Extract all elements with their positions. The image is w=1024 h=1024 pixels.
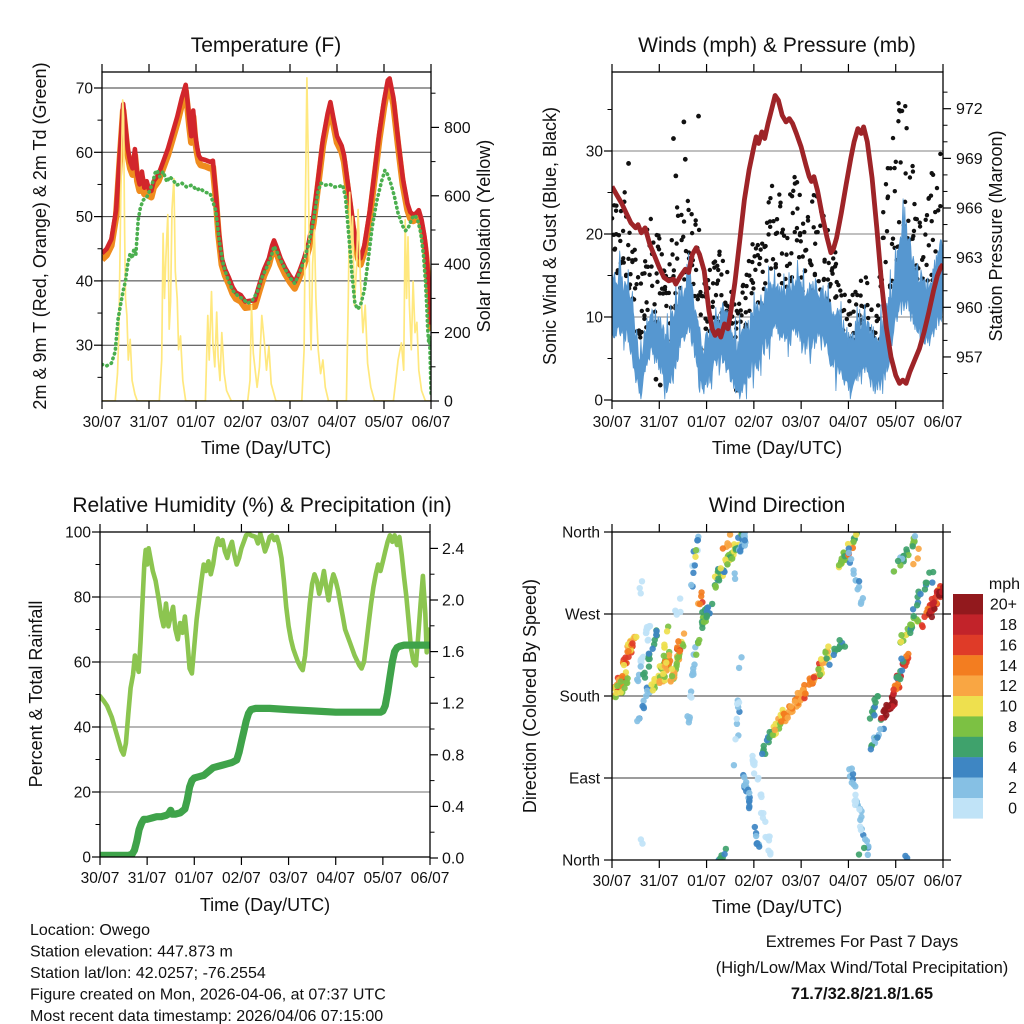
- winds-pressure-chart: [540, 34, 1006, 458]
- extremes-values: 71.7/32.8/21.8/1.65: [790, 985, 934, 1003]
- temperature-ylabel-right: Solar Insolation (Yellow): [474, 139, 494, 333]
- svg-text:31/07: 31/07: [639, 414, 679, 431]
- temperature-xlabel: Time (Day/UTC): [200, 438, 332, 458]
- svg-text:02/07: 02/07: [222, 870, 261, 887]
- extremes-title: Extremes For Past 7 Days: [765, 933, 959, 951]
- svg-text:10: 10: [999, 698, 1017, 716]
- svg-text:04/07: 04/07: [829, 414, 868, 431]
- wind-direction-plot-area: [559, 524, 962, 890]
- temperature-plot-area: [76, 64, 471, 431]
- svg-text:1.6: 1.6: [442, 644, 465, 662]
- footer-latlon: Station lat/lon: 42.0257; -76.2554: [30, 965, 266, 982]
- svg-text:05/07: 05/07: [363, 870, 403, 887]
- svg-text:0.0: 0.0: [442, 850, 465, 868]
- humidity-xlabel: Time (Day/UTC): [199, 895, 331, 915]
- svg-text:West: West: [564, 606, 600, 624]
- colorbar-unit-label: mph: [988, 576, 1020, 593]
- svg-text:06/07: 06/07: [411, 414, 451, 431]
- svg-text:50: 50: [75, 209, 93, 227]
- winds-plot-area: [586, 64, 983, 431]
- humidity-ylabel-left: Percent & Total Rainfall: [26, 600, 46, 788]
- svg-text:800: 800: [444, 119, 471, 137]
- svg-text:80: 80: [73, 589, 91, 607]
- svg-text:01/07: 01/07: [174, 870, 214, 887]
- speed-colorbar: [953, 594, 1017, 819]
- temperature-ylabel-left: 2m & 9m T (Red, Orange) & 2m Td (Green): [30, 62, 50, 410]
- humidity-plot-area: [65, 524, 464, 887]
- svg-text:30/07: 30/07: [80, 870, 120, 887]
- svg-text:03/07: 03/07: [270, 414, 310, 431]
- wind-direction-chart: [520, 494, 1020, 917]
- svg-text:05/07: 05/07: [876, 873, 916, 890]
- svg-text:14: 14: [999, 657, 1017, 675]
- svg-text:30/07: 30/07: [592, 414, 632, 431]
- svg-text:04/07: 04/07: [316, 870, 356, 887]
- svg-text:2: 2: [1008, 780, 1017, 798]
- winds-title: Winds (mph) & Pressure (mb): [638, 34, 916, 57]
- svg-text:957: 957: [956, 349, 983, 367]
- svg-text:06/07: 06/07: [923, 414, 963, 431]
- svg-text:400: 400: [444, 256, 471, 274]
- svg-text:20+: 20+: [989, 596, 1017, 614]
- svg-text:04/07: 04/07: [829, 873, 868, 890]
- humidity-title: Relative Humidity (%) & Precipitation (in): [72, 494, 452, 517]
- svg-text:06/07: 06/07: [410, 870, 450, 887]
- svg-text:20: 20: [73, 784, 91, 802]
- svg-text:100: 100: [65, 524, 91, 542]
- svg-text:1.2: 1.2: [442, 695, 465, 713]
- svg-text:0.4: 0.4: [442, 798, 465, 816]
- svg-text:03/07: 03/07: [781, 873, 821, 890]
- svg-text:03/07: 03/07: [781, 414, 821, 431]
- svg-text:03/07: 03/07: [269, 870, 308, 887]
- temperature-title: Temperature (F): [190, 34, 342, 57]
- svg-text:40: 40: [75, 273, 93, 291]
- svg-text:60: 60: [75, 144, 93, 162]
- svg-text:600: 600: [444, 188, 471, 206]
- footer-created: Figure created on Mon, 2026-04-06, at 07:37 UTC: [30, 986, 386, 1004]
- svg-text:01/07: 01/07: [176, 414, 216, 431]
- svg-text:200: 200: [444, 325, 471, 343]
- svg-text:12: 12: [999, 678, 1017, 696]
- winds-ylabel-right: Station Pressure (Maroon): [986, 130, 1006, 342]
- svg-text:963: 963: [956, 250, 983, 268]
- svg-text:North: North: [562, 524, 600, 542]
- wind-direction-xlabel: Time (Day/UTC): [711, 897, 843, 917]
- svg-text:0: 0: [82, 849, 91, 867]
- svg-text:01/07: 01/07: [687, 414, 726, 431]
- temperature-chart: [30, 34, 494, 458]
- svg-text:0: 0: [444, 393, 453, 411]
- svg-text:04/07: 04/07: [317, 414, 357, 431]
- svg-text:2.0: 2.0: [442, 592, 465, 610]
- svg-text:2.4: 2.4: [442, 540, 465, 558]
- svg-text:05/07: 05/07: [364, 414, 404, 431]
- winds-xlabel: Time (Day/UTC): [711, 438, 843, 458]
- svg-text:02/07: 02/07: [734, 873, 774, 890]
- svg-text:30/07: 30/07: [82, 414, 122, 431]
- svg-text:60: 60: [73, 654, 91, 672]
- wind-direction-ylabel: Direction (Colored By Speed): [520, 578, 540, 814]
- svg-text:70: 70: [75, 80, 93, 98]
- svg-text:6: 6: [1008, 739, 1017, 757]
- extremes-subtitle: (High/Low/Max Wind/Total Precipitation): [715, 959, 1009, 977]
- footer-timestamp: Most recent data timestamp: 2026/04/06 07:15:00: [30, 1008, 384, 1024]
- svg-text:0: 0: [594, 392, 603, 410]
- svg-text:30: 30: [75, 337, 93, 355]
- svg-text:31/07: 31/07: [129, 414, 169, 431]
- svg-text:02/07: 02/07: [734, 414, 774, 431]
- svg-text:972: 972: [956, 101, 983, 119]
- footer-elevation: Station elevation: 447.873 m: [30, 943, 233, 961]
- svg-text:966: 966: [956, 200, 983, 218]
- extremes-block: [716, 933, 1009, 1003]
- svg-text:8: 8: [1008, 719, 1017, 736]
- svg-text:South: South: [559, 688, 600, 706]
- svg-text:960: 960: [956, 299, 983, 317]
- svg-text:969: 969: [956, 150, 983, 168]
- svg-text:16: 16: [999, 637, 1017, 655]
- svg-text:31/07: 31/07: [127, 870, 167, 887]
- svg-text:0.8: 0.8: [442, 747, 465, 765]
- svg-text:40: 40: [73, 719, 91, 737]
- svg-text:10: 10: [585, 309, 603, 327]
- svg-text:30: 30: [585, 143, 603, 161]
- svg-text:02/07: 02/07: [223, 414, 263, 431]
- svg-text:06/07: 06/07: [923, 873, 963, 890]
- svg-text:01/07: 01/07: [687, 873, 726, 890]
- svg-text:East: East: [568, 770, 600, 788]
- station-footer: [30, 922, 386, 1024]
- svg-text:31/07: 31/07: [639, 873, 679, 890]
- svg-text:30/07: 30/07: [592, 873, 632, 890]
- svg-text:20: 20: [585, 226, 603, 244]
- humidity-precip-chart: [26, 494, 464, 915]
- svg-text:05/07: 05/07: [876, 414, 916, 431]
- svg-text:4: 4: [1008, 759, 1017, 777]
- svg-text:0: 0: [1008, 800, 1017, 818]
- winds-ylabel-left: Sonic Wind & Gust (Blue, Black): [540, 106, 560, 366]
- footer-location: Location: Owego: [30, 922, 151, 939]
- wind-direction-title: Wind Direction: [708, 494, 846, 517]
- svg-text:North: North: [562, 852, 600, 870]
- svg-text:18: 18: [999, 617, 1017, 634]
